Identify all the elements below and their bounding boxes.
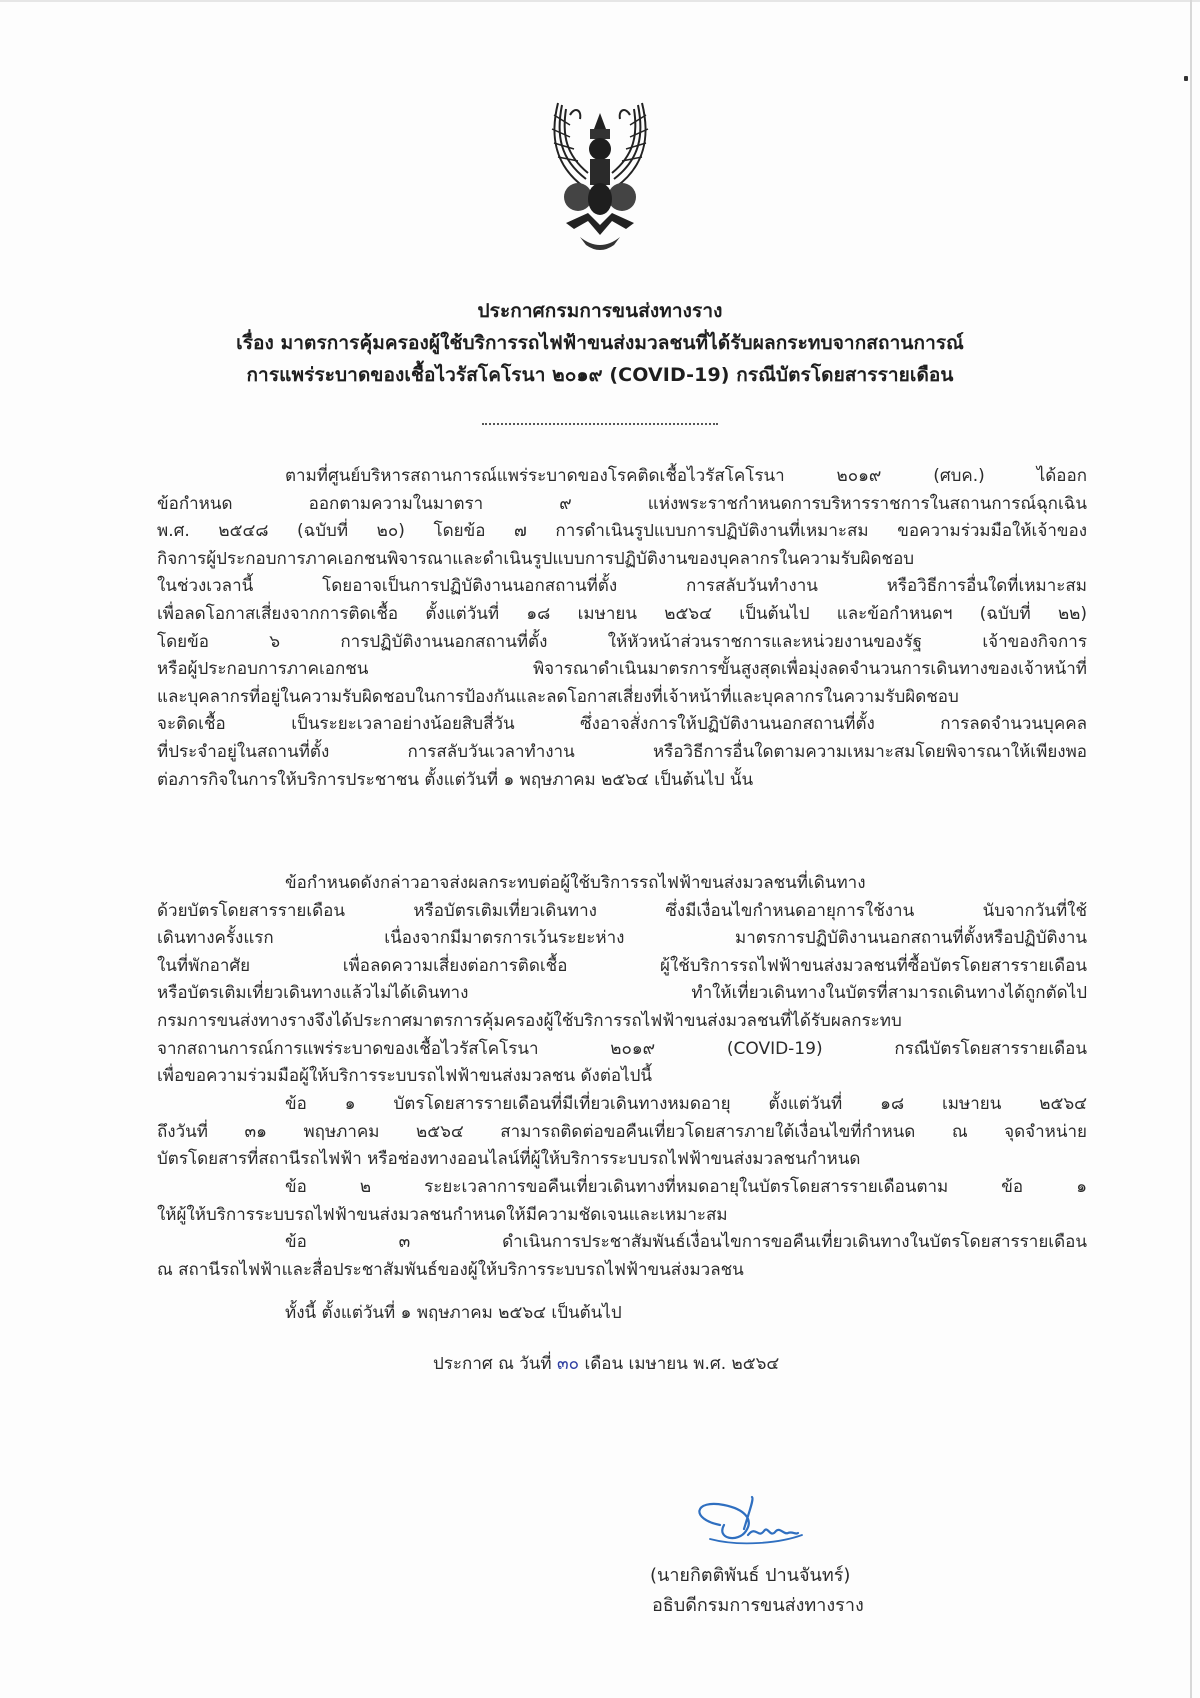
paragraph-2-line: ด้วยบัตรโดยสารรายเดือน หรือบัตรเติมเที่ยวเดินทาง ซึ่งมีเงื่อนไขกำหนดอายุการใช้งาน นับจากวันที่ใช้ [157,900,1087,921]
paragraph-1-line: ข้อกำหนด ออกตามความในมาตรา ๙ แห่งพระราชกำหนดการบริหารราชการในสถานการณ์ฉุกเฉิน [157,493,1087,514]
announcement-date [433,1350,779,1377]
announcement-prefix: ประกาศ ณ วันที่ [433,1354,552,1374]
paragraph-2-line: ในที่พักอาศัย เพื่อลดความเสี่ยงต่อการติดเชื้อ ผู้ใช้บริการรถไฟฟ้าขนส่งมวลชนที่ซื้อบัตรโดยสารรายเดือน [157,955,1087,976]
heading-line-2: เรื่อง มาตรการคุ้มครองผู้ใช้บริการรถไฟฟ้าขนส่งมวลชนที่ได้รับผลกระทบจากสถานการณ์ [236,332,964,354]
paragraph-2-line: เดินทางครั้งแรก เนื่องจากมีมาตรการเว้นระยะห่าง มาตรการปฏิบัติงานนอกสถานที่ตั้งหรือปฏิบัติงาน [157,928,1087,949]
paragraph-1-line: ที่ประจำอยู่ในสถานที่ตั้ง การสลับวันเวลาทำงาน หรือวิธีการอื่นใดตามความเหมาะสมโดยพิจารณาให้เพียงพอ [157,741,1087,762]
paragraph-1-line: กิจการผู้ประกอบการภาคเอกชนพิจารณาและดำเนินรูปแบบการปฏิบัติงานของบุคลากรในความรับผิดชอบ [157,548,915,569]
clause-3-line: ข้อ ๓ ดำเนินการประชาสัมพันธ์เงื่อนไขการขอคืนเที่ยวเดินทางในบัตรโดยสารรายเดือน [285,1232,1087,1252]
paragraph-1-line: เพื่อลดโอกาสเสี่ยงจากการติดเชื้อ ตั้งแต่วันที่ ๑๘ เมษายน ๒๕๖๔ เป็นต้นไป และข้อกำหนดฯ (ฉบับที่ ๒๒) [157,603,1087,624]
paragraph-2 [157,870,1087,1091]
effective-date: ทั้งนี้ ตั้งแต่วันที่ ๑ พฤษภาคม ๒๕๖๔ เป็นต้นไป [285,1303,622,1323]
scan-speck [1184,76,1188,81]
paragraph-1-line: ตามที่ศูนย์บริหารสถานการณ์แพร่ระบาดของโรคติดเชื้อไวรัสโคโรนา ๒๐๑๙ (ศบค.) ได้ออก [285,466,1087,486]
clause-1-line: บัตรโดยสารที่สถานีรถไฟฟ้า หรือช่องทางออนไลน์ที่ผู้ให้บริการระบบรถไฟฟ้าขนส่งมวลชนกำหนด [157,1149,861,1170]
paragraph-2-line: กรมการขนส่งทางรางจึงได้ประกาศมาตรการคุ้มครองผู้ใช้บริการรถไฟฟ้าขนส่งมวลชนที่ได้รับผลกระทบ [157,1010,902,1031]
clause-2 [157,1174,1087,1229]
clause-1-line: ข้อ ๑ บัตรโดยสารรายเดือนที่มีเที่ยวเดินทางหมดอายุ ตั้งแต่วันที่ ๑๘ เมษายน ๒๕๖๔ [285,1094,1087,1114]
paragraph-2-line: เพื่อขอความร่วมมือผู้ให้บริการระบบรถไฟฟ้าขนส่งมวลชน ดังต่อไปนี้ [157,1066,653,1087]
signatory-name: (นายกิตติพันธ์ ปานจันทร์) [650,1565,851,1586]
paragraph-1-line: ในช่วงเวลานี้ โดยอาจเป็นการปฏิบัติงานนอกสถานที่ตั้ง การสลับวันทำงาน หรือวิธีการอื่นใดที่เหมาะสม [157,576,1087,597]
signatory-title: อธิบดีกรมการขนส่งทางราง [652,1595,864,1616]
heading-line-1: ประกาศกรมการขนส่งทางราง [477,300,723,322]
paragraph-2-line: จากสถานการณ์การแพร่ระบาดของเชื้อไวรัสโคโรนา ๒๐๑๙ (COVID-19) กรณีบัตรโดยสารรายเดือน [157,1038,1087,1059]
paragraph-1-line: พ.ศ. ๒๕๔๘ (ฉบับที่ ๒๐) โดยข้อ ๗ การดำเนินรูปแบบการปฏิบัติงานที่เหมาะสม ขอความร่วมมือให้เจ้าของ [157,521,1087,542]
paragraph-1-line: หรือผู้ประกอบการภาคเอกชน พิจารณาดำเนินมาตรการขั้นสูงสุดเพื่อมุ่งลดจำนวนการเดินทางของเจ้าหน้าที่ [157,659,1087,680]
clause-2-line: ให้ผู้ให้บริการระบบรถไฟฟ้าขนส่งมวลชนกำหนดให้มีความชัดเจนและเหมาะสม [157,1204,728,1225]
clause-3 [157,1229,1087,1284]
paragraph-1-line: ต่อภารกิจในการให้บริการประชาชน ตั้งแต่วันที่ ๑ พฤษภาคม ๒๕๖๔ เป็นต้นไป นั้น [157,769,754,790]
clause-2-line: ข้อ ๒ ระยะเวลาการขอคืนเที่ยวเดินทางที่หมดอายุในบัตรโดยสารรายเดือนตาม ข้อ ๑ [285,1177,1087,1197]
clause-3-line: ณ สถานีรถไฟฟ้าและสื่อประชาสัมพันธ์ของผู้ให้บริการระบบรถไฟฟ้าขนส่งมวลชน [157,1259,744,1280]
paragraph-1-line: และบุคลากรที่อยู่ในความรับผิดชอบในการป้องกันและลดโอกาสเสี่ยงที่เจ้าหน้าที่และบุคลากรในความรับผิดชอบ [157,686,959,707]
heading-divider [482,423,718,425]
scan-right-edge [1190,0,1192,1698]
heading-line-3: การแพร่ระบาดของเชื้อไวรัสโคโรนา ๒๐๑๙ (COVID-19) กรณีบัตรโดยสารรายเดือน [246,364,954,386]
clause-1-line: ถึงวันที่ ๓๑ พฤษภาคม ๒๕๖๔ สามารถติดต่อขอคืนเที่ยวโดยสารภายใต้เงื่อนไขที่กำหนด ณ จุดจำหน่าย [157,1121,1087,1142]
paragraph-2-line: ข้อกำหนดดังกล่าวอาจส่งผลกระทบต่อผู้ใช้บริการรถไฟฟ้าขนส่งมวลชนที่เดินทาง [285,873,866,893]
garuda-emblem-icon [540,95,660,255]
scan-top-edge [0,0,1200,2]
paragraph-1-line: จะติดเชื้อ เป็นระยะเวลาอย่างน้อยสิบสี่วัน ซึ่งอาจสั่งการให้ปฏิบัติงานนอกสถานที่ตั้ง การลดจำนวนบุคคล [157,714,1087,735]
announcement-day: ๓๐ [557,1354,580,1374]
paragraph-1 [157,463,1087,794]
announcement-suffix: เดือน เมษายน พ.ศ. ๒๕๖๔ [584,1354,780,1374]
paragraph-2-line: หรือบัตรเติมเที่ยวเดินทางแล้วไม่ได้เดินทาง ทำให้เที่ยวเดินทางในบัตรที่สามารถเดินทางได้ถูกตัดไป [157,983,1087,1004]
paragraph-1-line: โดยข้อ ๖ การปฏิบัติงานนอกสถานที่ตั้ง ให้หัวหน้าส่วนราชการและหน่วยงานของรัฐ เจ้าของกิจการ [157,631,1087,652]
signature-icon [680,1495,830,1555]
clause-1 [157,1091,1087,1174]
